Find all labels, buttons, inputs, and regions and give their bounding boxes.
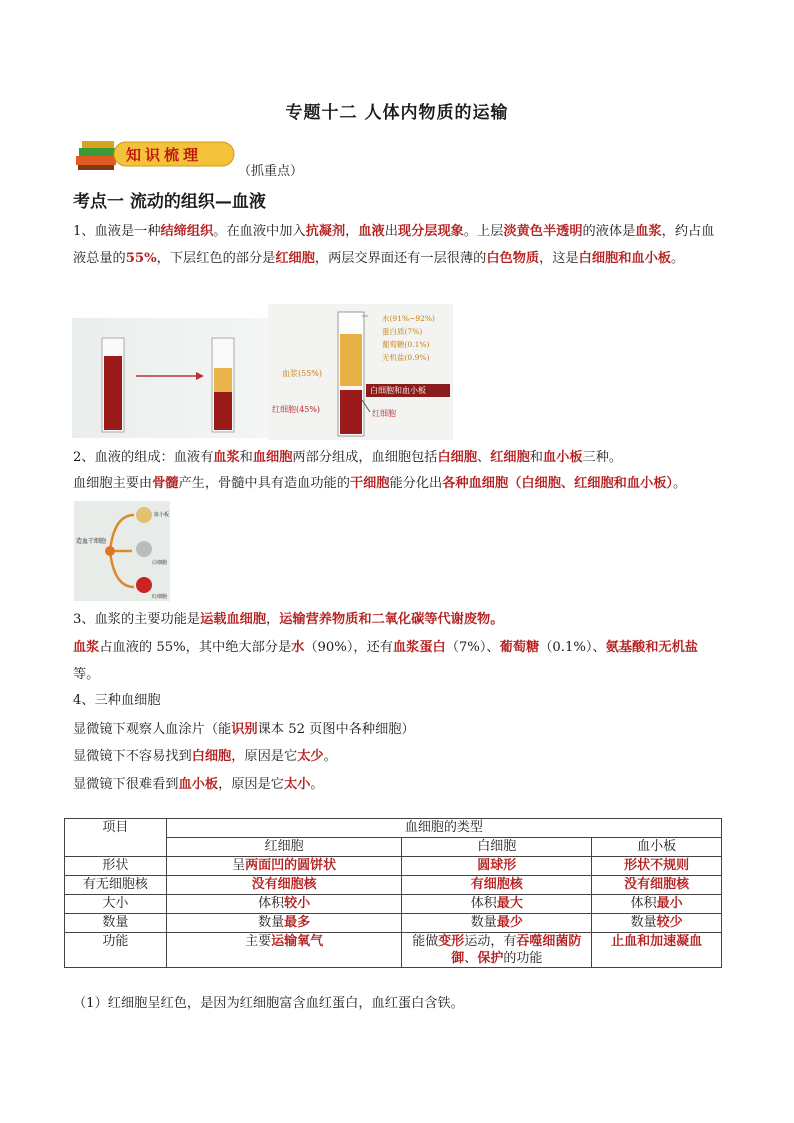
highlight-text: 最小 (656, 896, 683, 911)
highlight-text: 淡黄色半透明 (503, 224, 583, 239)
highlight-text: 红细胞 (490, 450, 530, 465)
table-cell (402, 933, 592, 968)
highlight-text: 血浆 (213, 450, 240, 465)
text-run: 。在血液中加入 (213, 224, 306, 239)
highlight-text: 圆球形 (477, 858, 517, 873)
text-run: 主要 (245, 934, 272, 949)
highlight-text: 白细胞和血小板 (578, 251, 671, 266)
text-run: ，两层交界面还有一层很薄的 (314, 251, 487, 266)
highlight-text: 抗凝剂 (305, 224, 346, 239)
text-run: 显微镜下不容易找到 (73, 749, 192, 764)
table-cell (592, 876, 722, 895)
text-run: ， (266, 612, 280, 627)
paragraph-5 (73, 716, 723, 743)
paragraph-2a (73, 444, 723, 471)
blood-cell-table (64, 818, 722, 968)
highlight-text: 最多 (284, 915, 311, 930)
table-cell (402, 876, 592, 895)
highlight-text: 识别 (231, 722, 258, 737)
table-cell (166, 914, 402, 933)
section-badge (74, 136, 236, 172)
highlight-text: 两面凹的圆饼状 (245, 858, 337, 873)
table-row (65, 895, 722, 914)
highlight-text: 结缔组织 (160, 224, 214, 239)
text-run: 。上层 (463, 224, 504, 239)
table-header-types: 血细胞的类型 (166, 819, 721, 838)
text-run: ，这是 (539, 251, 579, 266)
col-header-rbc: 红细胞 (166, 838, 402, 857)
highlight-text: 干细胞 (349, 476, 390, 491)
table-row (65, 857, 722, 876)
plasma-components (382, 312, 435, 364)
text-run: 显微镜下很难看到 (73, 777, 179, 792)
table-row (65, 933, 722, 968)
table-cell (402, 857, 592, 876)
table-header-item: 项目 (65, 819, 167, 857)
paragraph-2b (73, 470, 723, 497)
text-run: 。 (670, 251, 685, 266)
text-run: 。 (310, 777, 324, 792)
text-run: 1、血液是一种 (73, 224, 161, 239)
row-label: 大小 (65, 895, 167, 914)
row-label: 有无细胞核 (65, 876, 167, 895)
highlight-text: 形状不规则 (624, 858, 690, 873)
highlight-text: 最少 (496, 915, 523, 930)
text-run: 、 (477, 450, 491, 465)
highlight-text: 血浆 (635, 224, 662, 239)
text-run: （0.1%）、 (539, 640, 606, 655)
text-run: 显微镜下观察人血涂片（能 (73, 722, 232, 737)
text-run: 2、血液的组成：血液有 (73, 450, 214, 465)
highlight-text: 氨基酸和无机盐 (605, 640, 698, 655)
text-run: 占血液的 55%，其中绝大部分是 (99, 640, 292, 655)
section-heading: 考点一 流动的组织—血液 (73, 192, 266, 212)
text-run: 和 (529, 450, 543, 465)
row-label: 形状 (65, 857, 167, 876)
paragraph-3a (73, 606, 723, 633)
text-run: ， (345, 224, 359, 239)
highlight-text: 血细胞 (252, 450, 293, 465)
table-cell (402, 914, 592, 933)
badge-subtitle: （抓重点） (238, 164, 304, 179)
blood-composition-diagram (268, 304, 453, 440)
table-row (65, 876, 722, 895)
highlight-text: 保护 (477, 951, 504, 966)
highlight-text: 血小板 (542, 450, 583, 465)
paragraph-7 (73, 771, 723, 798)
text-run: 三种。 (582, 450, 623, 465)
highlight-text: 太小 (284, 777, 311, 792)
text-run: 数量 (630, 915, 657, 930)
highlight-text: 没有细胞核 (251, 877, 317, 892)
highlight-text: 葡萄糖 (499, 640, 540, 655)
paragraph-6 (73, 743, 723, 770)
text-run: 两部分组成，血细胞包括 (292, 450, 438, 465)
text-run: 的液体是 (582, 224, 636, 239)
text-run: （7%）、 (445, 640, 500, 655)
highlight-text: 红细胞 (275, 251, 315, 266)
highlight-text: 现分层现象 (397, 224, 464, 239)
component-protein: 蛋白质(7%) (382, 327, 423, 336)
component-water: 水(91%~92%) (382, 314, 435, 323)
highlight-text: 白细胞 (191, 749, 232, 764)
highlight-text: 较少 (656, 915, 683, 930)
paragraph-4: 4、三种血细胞 (73, 693, 161, 708)
wbc-label: 白细胞 (152, 560, 168, 566)
component-salt: 无机盐(0.9%) (382, 353, 430, 362)
table-row (65, 914, 722, 933)
table-cell (592, 857, 722, 876)
highlight-text: 白细胞 (437, 450, 478, 465)
text-run: 、 (464, 951, 478, 966)
text-run: 呈 (232, 858, 246, 873)
highlight-text: 较小 (284, 896, 311, 911)
text-run: 血细胞主要由 (73, 476, 153, 491)
highlight-text: 55% (125, 251, 157, 266)
text-run: 产生，骨髓中具有造血功能的 (178, 476, 350, 491)
highlight-text: 血小板 (178, 777, 219, 792)
text-run: 出 (384, 224, 398, 239)
highlight-text: 骨髓 (152, 476, 179, 491)
table-cell (166, 857, 402, 876)
text-run: 等。 (73, 667, 100, 682)
table-cell (592, 895, 722, 914)
text-run: ，约占血液总量的 (73, 224, 715, 266)
text-run: 3、血浆的主要功能是 (73, 612, 201, 627)
table-cell (166, 895, 402, 914)
text-run: ，原因是它 (231, 749, 298, 764)
text-run: 运动，有 (464, 934, 517, 949)
text-run: 能分化出 (389, 476, 443, 491)
highlight-text: 吞噬细菌防御 (451, 934, 582, 966)
highlight-text: 血液 (358, 224, 385, 239)
text-run: 。 (323, 749, 337, 764)
text-run: 能做 (412, 934, 439, 949)
component-glucose: 葡萄糖(0.1%) (382, 340, 430, 349)
note-1: （1）红细胞呈红色，是因为红细胞富含血红蛋白，血红蛋白含铁。 (73, 996, 464, 1011)
page-title: 专题十二 人体内物质的运输 (285, 103, 509, 123)
table-cell (166, 876, 402, 895)
row-label: 数量 (65, 914, 167, 933)
plasma-label: 血浆(55%) (282, 369, 323, 378)
text-run: 的功能 (503, 951, 543, 966)
highlight-text: 变形 (438, 934, 465, 949)
col-header-platelet: 血小板 (592, 838, 722, 857)
text-run: 数量 (258, 915, 285, 930)
rbc-percent-label: 红细胞(45%) (272, 405, 321, 414)
text-run: 课本 52 页图中各种细胞） (257, 722, 415, 737)
highlight-text: 运输营养物质和二氧化碳等代谢废物。 (279, 612, 504, 627)
stem-cell-label: 造血干细胞 (76, 538, 107, 545)
text-run: 和 (239, 450, 253, 465)
highlight-text: 最大 (496, 896, 523, 911)
highlight-text: 止血和加速凝血 (611, 934, 703, 949)
badge-text: 知识梳理 (126, 146, 203, 164)
table-cell (166, 933, 402, 968)
red-cell-label: 红细胞 (152, 594, 168, 600)
highlight-text: 有细胞核 (470, 877, 523, 892)
platelet-label: 血小板 (154, 512, 170, 518)
highlight-text: 各种血细胞（白细胞、红细胞和血小板） (442, 476, 674, 491)
table-cell (402, 895, 592, 914)
rbc-label: 红细胞 (372, 409, 396, 418)
text-run: 。 (673, 476, 687, 491)
paragraph-1 (73, 218, 723, 272)
highlight-text: 血浆蛋白 (392, 640, 446, 655)
col-header-wbc: 白细胞 (402, 838, 592, 857)
highlight-text: 白色物质 (486, 251, 540, 266)
paragraph-3b (73, 634, 723, 688)
wbc-platelet-label: 白细胞和血小板 (370, 386, 426, 395)
stem-cell-diagram (74, 501, 170, 601)
text-run: （90%），还有 (304, 640, 393, 655)
text-run: 体积 (630, 896, 657, 911)
text-run: ，下层红色的部分是 (156, 251, 276, 266)
highlight-text: 水 (291, 640, 305, 655)
text-run: 体积 (258, 896, 285, 911)
text-run: ，原因是它 (218, 777, 284, 792)
highlight-text: 太少 (297, 749, 324, 764)
table-cell (592, 933, 722, 968)
table-cell (592, 914, 722, 933)
highlight-text: 血浆 (73, 640, 100, 655)
highlight-text: 运载血细胞 (200, 612, 267, 627)
highlight-text: 运输氧气 (271, 934, 324, 949)
blood-separation-photo (72, 318, 268, 438)
row-label: 功能 (65, 933, 167, 968)
highlight-text: 没有细胞核 (624, 877, 690, 892)
text-run: 数量 (470, 915, 497, 930)
text-run: 体积 (470, 896, 497, 911)
